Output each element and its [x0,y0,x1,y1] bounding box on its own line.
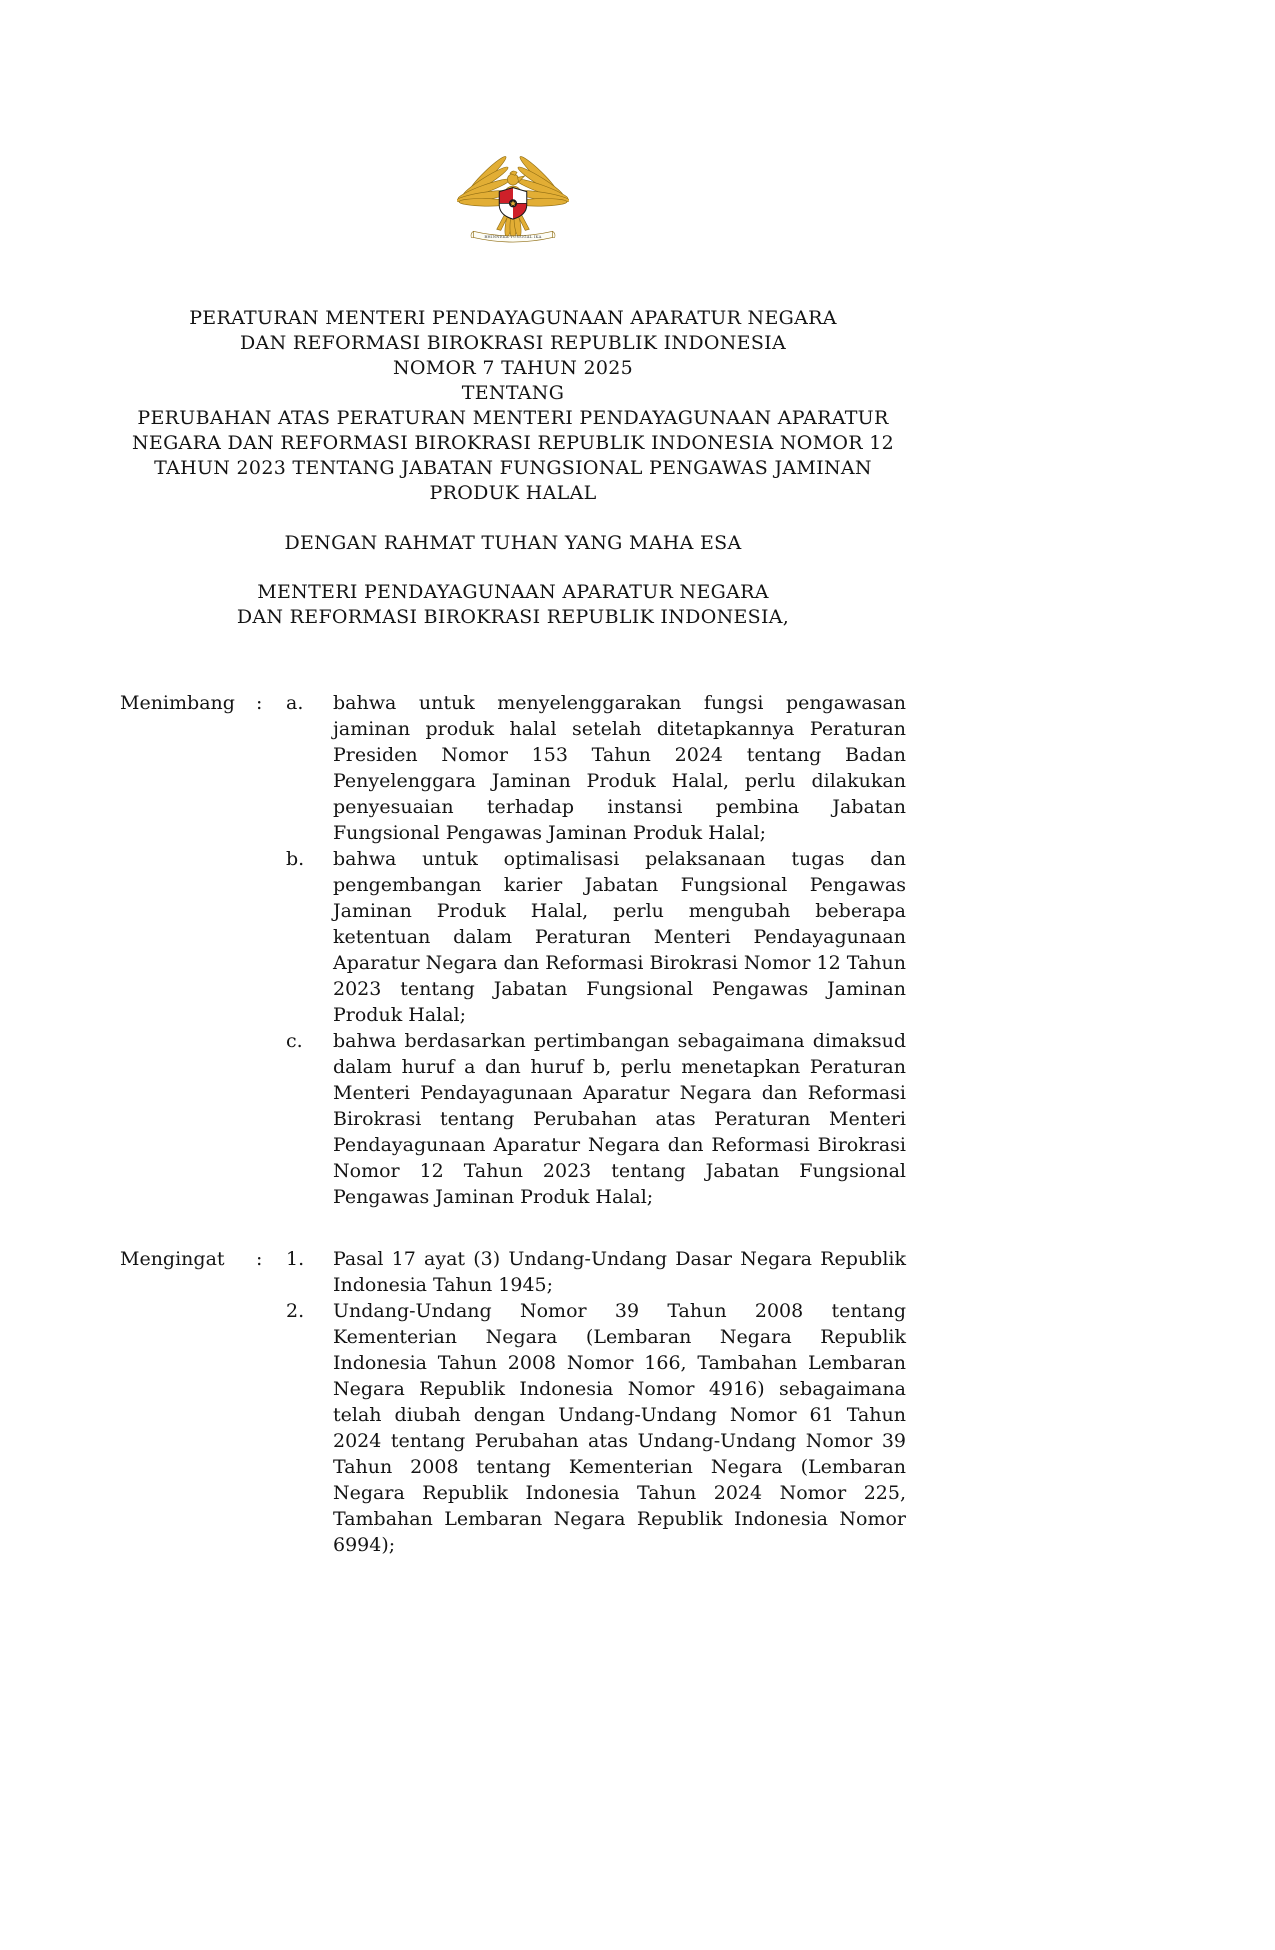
menimbang-item-a [120,690,906,846]
title-line-5: PERUBAHAN ATAS PERATURAN MENTERI PENDAYAGUNAAN APARATUR [137,407,889,429]
document-content [120,0,906,1558]
mengingat-item-1 [120,1246,906,1298]
document-title [120,306,906,506]
menimbang-section [120,690,906,1210]
invocation-line: DENGAN RAHMAT TUHAN YANG MAHA ESA [284,532,742,554]
item-text: bahwa berdasarkan pertimbangan sebagaimana dimaksud dalam huruf a dan huruf b, perlu menetapkan Peraturan Menteri Pendayagunaan Aparatur Negara dan Reformasi Birokrasi tentang Perubahan atas Peraturan Menteri Pendayagunaan Aparatur Negara dan Reformasi Birokrasi Nomor 12 Tahun 2023 tentang Jabatan Fungsional Pengawas Jaminan Produk Halal; [333,1030,906,1208]
title-line-1: PERATURAN MENTERI PENDAYAGUNAAN APARATUR NEGARA [189,307,837,329]
mengingat-colon: : [256,1248,263,1270]
menimbang-item-c [120,1028,906,1210]
garuda-pancasila-icon [457,138,569,256]
menimbang-label: Menimbang [120,692,235,714]
menimbang-colon: : [256,692,263,714]
item-marker: a. [286,692,304,714]
item-text: bahwa untuk optimalisasi pelaksanaan tugas dan pengembangan karier Jabatan Fungsional Pengawas Jaminan Produk Halal, perlu mengubah beberapa ketentuan dalam Peraturan Menteri Pendayagunaan Aparatur Negara dan Reformasi Birokrasi Nomor 12 Tahun 2023 tentang Jabatan Fungsional Pengawas Jaminan Produk Halal; [333,848,906,1026]
title-line-3: NOMOR 7 TAHUN 2025 [392,357,634,379]
title-line-6: NEGARA DAN REFORMASI BIROKRASI REPUBLIK INDONESIA NOMOR 12 [131,432,895,454]
item-text: Pasal 17 ayat (3) Undang-Undang Dasar Negara Republik Indonesia Tahun 1945; [333,1248,906,1296]
item-marker: 1. [286,1248,305,1270]
authority-block [120,580,906,630]
mengingat-section [120,1246,906,1558]
item-marker: b. [286,848,305,870]
menimbang-item-b [120,846,906,1028]
title-line-7: TAHUN 2023 TENTANG JABATAN FUNGSIONAL PENGAWAS JAMINAN [154,457,872,479]
pancasila-shield [499,188,526,220]
item-text: Undang-Undang Nomor 39 Tahun 2008 tentang Kementerian Negara (Lembaran Negara Republik Indonesia Tahun 2008 Nomor 166, Tambahan Lembaran Negara Republik Indonesia Nomor 4916) sebagaimana telah diubah dengan Undang-Undang Nomor 61 Tahun 2024 tentang Perubahan atas Undang-Undang Nomor 39 Tahun 2008 tentang Kementerian Negara (Lembaran Negara Republik Indonesia Tahun 2024 Nomor 225, Tambahan Lembaran Negara Republik Indonesia Nomor 6994); [333,1300,906,1556]
garuda-pancasila-emblem [457,138,569,256]
mengingat-label: Mengingat [120,1248,225,1270]
item-marker: c. [286,1030,303,1052]
mengingat-item-2 [120,1298,906,1558]
item-text: bahwa untuk menyelenggarakan fungsi pengawasan jaminan produk halal setelah ditetapkannya Peraturan Presiden Nomor 153 Tahun 2024 tentang Badan Penyelenggara Jaminan Produk Halal, perlu dilakukan penyesuaian terhadap instansi pembina Jabatan Fungsional Pengawas Jaminan Produk Halal; [333,692,906,844]
motto-text: BHINNEKA TUNGGAL IKA [484,233,542,239]
authority-line-2: DAN REFORMASI BIROKRASI REPUBLIK INDONESIA, [236,606,790,628]
authority-line-1: MENTERI PENDAYAGUNAAN APARATUR NEGARA [257,581,769,603]
title-line-2: DAN REFORMASI BIROKRASI REPUBLIK INDONESIA [240,332,786,354]
title-line-4: TENTANG [461,382,565,404]
item-marker: 2. [286,1300,305,1322]
title-line-8: PRODUK HALAL [429,482,597,504]
